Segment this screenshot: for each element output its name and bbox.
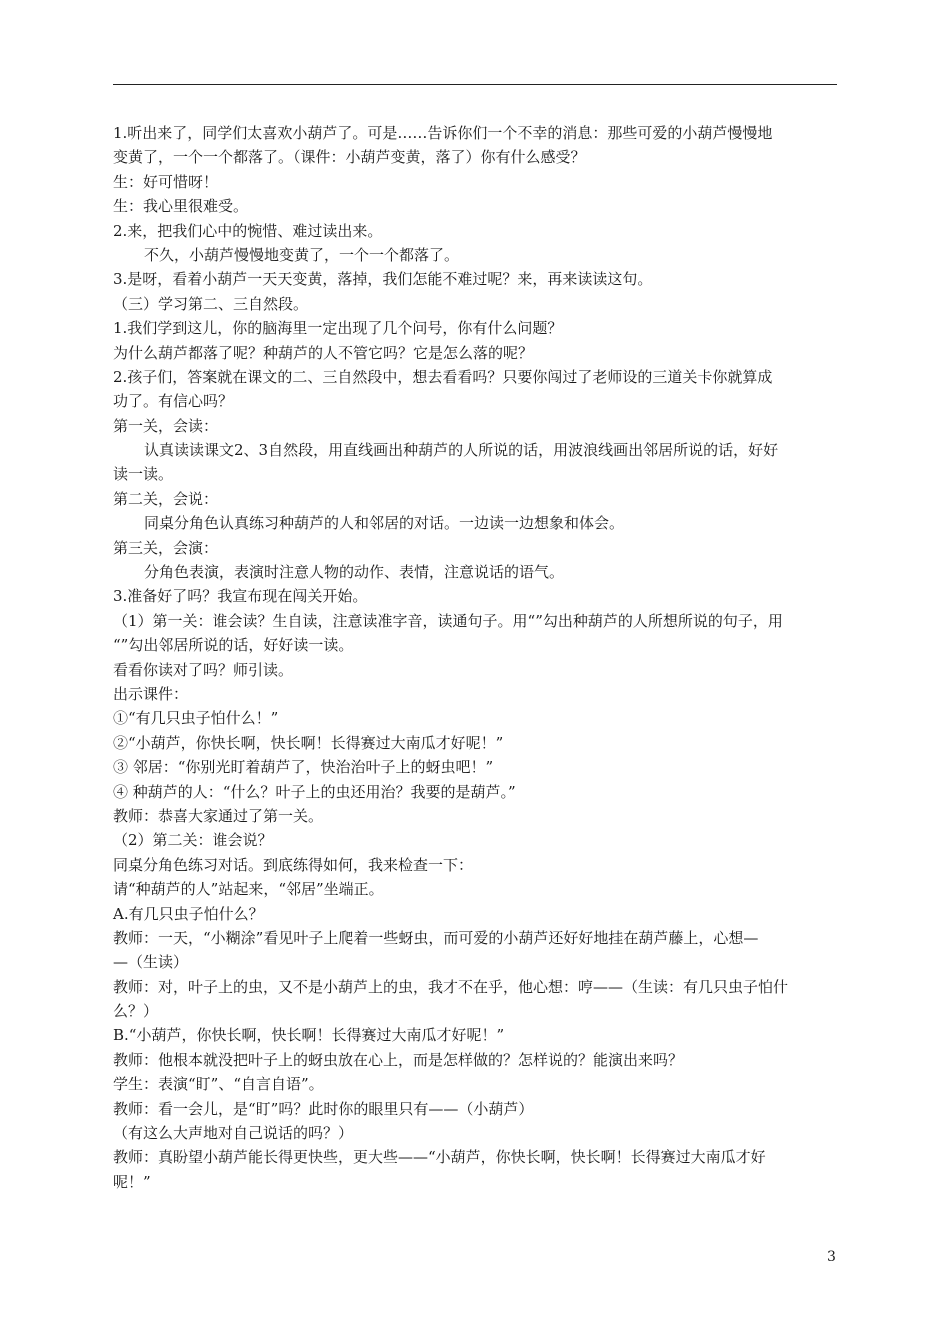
text-line: 为什么葫芦都落了呢？种葫芦的人不管它吗？它是怎么落的呢？ — [113, 343, 534, 362]
text-line: 3.准备好了吗？我宣布现在闯关开始。 — [113, 587, 368, 606]
text-line: 认真读读课文2、3自然段，用直线画出种葫芦的人所说的话，用波浪线画出邻居所说的话，好好 — [144, 441, 779, 460]
text-line: 第一关，会读： — [113, 416, 219, 435]
text-line: 同桌分角色认真练习种葫芦的人和邻居的对话。一边读一边想象和体会。 — [144, 514, 625, 533]
text-line: 生：我心里很难受。 — [113, 197, 249, 216]
text-line: 不久，小葫芦慢慢地变黄了，一个一个都落了。 — [144, 245, 460, 264]
text-line: 教师：看一会儿，是“盯”吗？此时你的眼里只有——（小葫芦） — [113, 1099, 534, 1118]
text-line: 生：好可惜呀！ — [113, 172, 219, 191]
text-line: 1.听出来了，同学们太喜欢小葫芦了。可是……告诉你们一个不幸的消息：那些可爱的小葫芦慢慢地 — [113, 124, 773, 142]
text-line: 第二关，会说： — [113, 489, 219, 508]
text-line: 呢！” — [113, 1172, 151, 1191]
text-line: —（生读） — [113, 953, 189, 972]
text-line: B.“小葫芦，你快长啊，快长啊！长得赛过大南瓜才好呢！” — [113, 1026, 505, 1045]
text-line: 教师：一天，“小糊涂”看见叶子上爬着一些蚜虫，而可爱的小葫芦还好好地挂在葫芦藤上，心想— — [113, 928, 759, 947]
text-line: 学生：表演“盯”、“自言自语”。 — [113, 1075, 324, 1094]
text-line: 2.孩子们，答案就在课文的二、三自然段中，想去看看吗？只要你闯过了老师设的三道关卡你就算成 — [113, 367, 773, 386]
text-line: ①“有几只虫子怕什么！” — [113, 709, 279, 728]
text-line: 读一读。 — [113, 465, 174, 484]
text-line: ④ 种葫芦的人：“什么？叶子上的虫还用治？我要的是葫芦。” — [113, 782, 516, 801]
text-line: 教师：他根本就没把叶子上的蚜虫放在心上，而是怎样做的？怎样说的？能演出来吗？ — [113, 1050, 684, 1069]
text-line: 3.是呀，看着小葫芦一天天变黄，落掉，我们怎能不难过呢？来，再来读读这句。 — [113, 270, 653, 289]
text-line: 出示课件： — [113, 684, 189, 703]
text-line: 看看你读对了吗？师引读。 — [113, 660, 294, 679]
text-line: A.有几只虫子怕什么？ — [113, 904, 264, 923]
text-line: 教师：真盼望小葫芦能长得更快些，更大些——“小葫芦，你快长啊，快长啊！长得赛过大南瓜才好 — [113, 1148, 766, 1167]
text-line: 教师：恭喜大家通过了第一关。 — [113, 806, 324, 825]
text-line: （1）第一关：谁会读？生自读，注意读准字音，读通句子。用“”勾出种葫芦的人所想所说的句子，用 — [113, 611, 783, 630]
text-line: 分角色表演，表演时注意人物的动作、表情，注意说话的语气。 — [144, 563, 565, 582]
text-line: 同桌分角色练习对话。到底练得如何，我来检查一下： — [113, 855, 474, 874]
text-line: （2）第二关：谁会说？ — [113, 831, 273, 850]
text-line: 功了。有信心吗？ — [113, 392, 234, 411]
header-rule — [113, 84, 837, 85]
text-line: ②“小葫芦，你快长啊，快长啊！长得赛过大南瓜才好呢！” — [113, 733, 504, 752]
text-line: 教师：对，叶子上的虫，又不是小葫芦上的虫，我才不在乎，他心想：哼——（生读：有几只虫子怕什 — [113, 977, 789, 996]
text-line: 变黄了，一个一个都落了。（课件：小葫芦变黄，落了）你有什么感受？ — [113, 148, 586, 167]
text-line: 请“种葫芦的人”站起来，“邻居”坐端正。 — [113, 880, 384, 899]
text-line: “”勾出邻居所说的话，好好读一读。 — [113, 636, 354, 655]
text-line: ③ 邻居：“你别光盯着葫芦了，快治治叶子上的蚜虫吧！” — [113, 758, 494, 777]
text-line: 第三关，会演： — [113, 538, 219, 557]
text-line: 2.来，把我们心中的惋惜、难过读出来。 — [113, 221, 383, 240]
text-line: （三）学习第二、三自然段。 — [113, 294, 309, 313]
text-line: 1.我们学到这儿，你的脑海里一定出现了几个问号，你有什么问题？ — [113, 319, 563, 338]
text-line: 么？） — [113, 1002, 159, 1021]
page-number: 3 — [827, 1249, 836, 1265]
document-body — [113, 121, 841, 1194]
text-line: （有这么大声地对自己说话的吗？） — [113, 1124, 354, 1143]
